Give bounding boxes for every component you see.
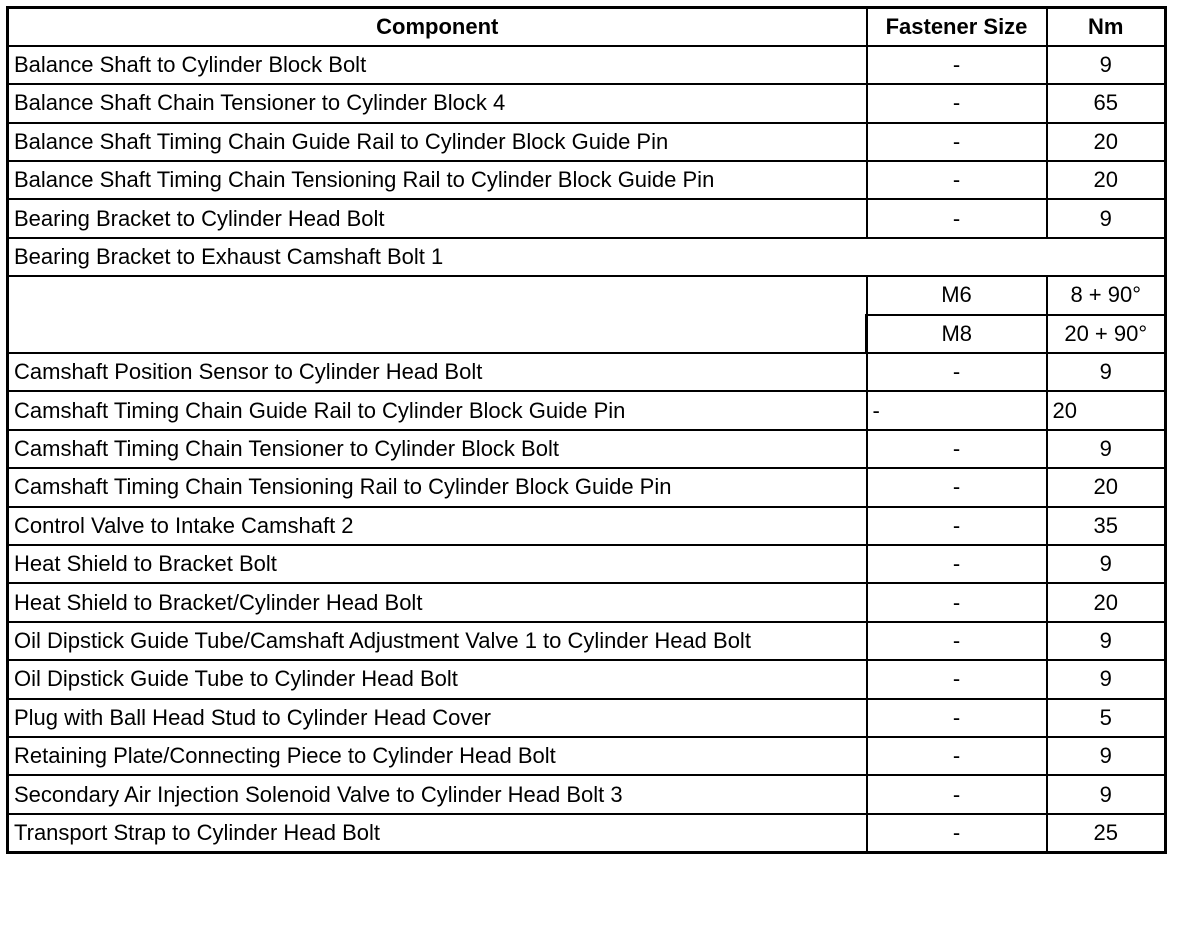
table-row bbox=[8, 814, 1166, 852]
component-cell: Camshaft Position Sensor to Cylinder Head Bolt bbox=[8, 353, 867, 391]
torque-cell: 20 bbox=[1047, 391, 1166, 429]
table-row bbox=[8, 737, 1166, 775]
fastener-size-cell: - bbox=[867, 123, 1047, 161]
component-cell: Heat Shield to Bracket Bolt bbox=[8, 545, 867, 583]
component-cell: Heat Shield to Bracket/Cylinder Head Bolt bbox=[8, 583, 867, 621]
fastener-size-cell: - bbox=[867, 699, 1047, 737]
table-row bbox=[8, 199, 1166, 237]
table-row bbox=[8, 46, 1166, 84]
component-cell: Bearing Bracket to Cylinder Head Bolt bbox=[8, 199, 867, 237]
fastener-size-cell: - bbox=[867, 775, 1047, 813]
table-row bbox=[8, 545, 1166, 583]
torque-cell: 9 bbox=[1047, 737, 1166, 775]
torque-cell: 20 + 90° bbox=[1047, 315, 1166, 353]
fastener-size-cell: - bbox=[867, 660, 1047, 698]
torque-cell: 9 bbox=[1047, 46, 1166, 84]
component-cell: Plug with Ball Head Stud to Cylinder Head Cover bbox=[8, 699, 867, 737]
fastener-size-cell: - bbox=[867, 84, 1047, 122]
fastener-size-cell: M6 bbox=[867, 276, 1047, 314]
table-row bbox=[8, 699, 1166, 737]
component-cell: Camshaft Timing Chain Tensioner to Cylinder Block Bolt bbox=[8, 430, 867, 468]
fastener-size-cell: - bbox=[867, 391, 1047, 429]
fastener-size-cell: - bbox=[867, 46, 1047, 84]
component-cell: Control Valve to Intake Camshaft 2 bbox=[8, 507, 867, 545]
fastener-size-cell: - bbox=[867, 353, 1047, 391]
table-row-subitem bbox=[8, 276, 1166, 314]
table-row bbox=[8, 775, 1166, 813]
torque-cell: 9 bbox=[1047, 622, 1166, 660]
torque-cell: 20 bbox=[1047, 161, 1166, 199]
component-cell: Camshaft Timing Chain Guide Rail to Cylinder Block Guide Pin bbox=[8, 391, 867, 429]
empty-component-cell bbox=[8, 276, 867, 353]
component-cell: Camshaft Timing Chain Tensioning Rail to Cylinder Block Guide Pin bbox=[8, 468, 867, 506]
table-row bbox=[8, 123, 1166, 161]
component-cell: Balance Shaft Timing Chain Guide Rail to Cylinder Block Guide Pin bbox=[8, 123, 867, 161]
component-cell: Transport Strap to Cylinder Head Bolt bbox=[8, 814, 867, 852]
torque-cell: 9 bbox=[1047, 660, 1166, 698]
table-row bbox=[8, 468, 1166, 506]
torque-cell: 9 bbox=[1047, 775, 1166, 813]
column-header-nm: Nm bbox=[1047, 8, 1166, 46]
component-cell: Balance Shaft Timing Chain Tensioning Rail to Cylinder Block Guide Pin bbox=[8, 161, 867, 199]
torque-cell: 5 bbox=[1047, 699, 1166, 737]
table-row bbox=[8, 84, 1166, 122]
table-row bbox=[8, 391, 1166, 429]
table-row bbox=[8, 583, 1166, 621]
fastener-size-cell: M8 bbox=[867, 315, 1047, 353]
fastener-size-cell: - bbox=[867, 507, 1047, 545]
table-row bbox=[8, 507, 1166, 545]
component-cell: Bearing Bracket to Exhaust Camshaft Bolt 1 bbox=[8, 238, 1166, 276]
torque-cell: 9 bbox=[1047, 430, 1166, 468]
fastener-size-cell: - bbox=[867, 430, 1047, 468]
fastener-size-cell: - bbox=[867, 814, 1047, 852]
torque-cell: 20 bbox=[1047, 468, 1166, 506]
column-header-fastener-size: Fastener Size bbox=[867, 8, 1047, 46]
component-cell: Retaining Plate/Connecting Piece to Cylinder Head Bolt bbox=[8, 737, 867, 775]
torque-spec-table bbox=[6, 6, 1167, 854]
torque-cell: 25 bbox=[1047, 814, 1166, 852]
fastener-size-cell: - bbox=[867, 737, 1047, 775]
torque-cell: 35 bbox=[1047, 507, 1166, 545]
torque-cell: 9 bbox=[1047, 545, 1166, 583]
fastener-size-cell: - bbox=[867, 161, 1047, 199]
component-cell: Oil Dipstick Guide Tube/Camshaft Adjustment Valve 1 to Cylinder Head Bolt bbox=[8, 622, 867, 660]
fastener-size-cell: - bbox=[867, 622, 1047, 660]
torque-cell: 9 bbox=[1047, 199, 1166, 237]
torque-cell: 8 + 90° bbox=[1047, 276, 1166, 314]
table-row bbox=[8, 161, 1166, 199]
fastener-size-cell: - bbox=[867, 199, 1047, 237]
table-row bbox=[8, 622, 1166, 660]
component-cell: Balance Shaft to Cylinder Block Bolt bbox=[8, 46, 867, 84]
header-row bbox=[8, 8, 1166, 46]
torque-cell: 9 bbox=[1047, 353, 1166, 391]
component-cell: Oil Dipstick Guide Tube to Cylinder Head Bolt bbox=[8, 660, 867, 698]
fastener-size-cell: - bbox=[867, 468, 1047, 506]
table-row bbox=[8, 430, 1166, 468]
torque-cell: 20 bbox=[1047, 123, 1166, 161]
table-row bbox=[8, 660, 1166, 698]
torque-cell: 65 bbox=[1047, 84, 1166, 122]
fastener-size-cell: - bbox=[867, 545, 1047, 583]
fastener-size-cell: - bbox=[867, 583, 1047, 621]
component-cell: Secondary Air Injection Solenoid Valve to Cylinder Head Bolt 3 bbox=[8, 775, 867, 813]
column-header-component: Component bbox=[8, 8, 867, 46]
table-row-group-heading bbox=[8, 238, 1166, 276]
component-cell: Balance Shaft Chain Tensioner to Cylinder Block 4 bbox=[8, 84, 867, 122]
table-row bbox=[8, 353, 1166, 391]
torque-cell: 20 bbox=[1047, 583, 1166, 621]
